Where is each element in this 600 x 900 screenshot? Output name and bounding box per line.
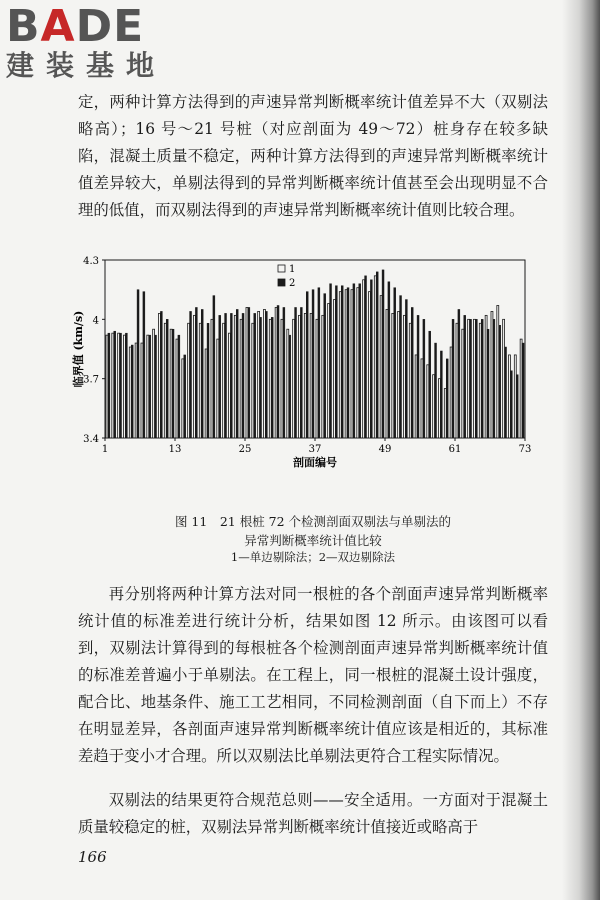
bar-series-2 [405, 300, 407, 438]
bar-series-2 [464, 315, 466, 438]
page-edge-shadow [562, 0, 600, 900]
bar-series-1 [450, 347, 452, 438]
bar-series-1 [211, 319, 213, 438]
bar-series-2 [143, 292, 145, 438]
bar-series-1 [462, 329, 464, 438]
bar-series-1 [135, 343, 137, 438]
bar-series-1 [141, 343, 143, 438]
bar-series-1 [188, 323, 190, 438]
bar-series-1 [287, 329, 289, 438]
bar-series-1 [310, 313, 312, 438]
bar-series-2 [400, 296, 402, 438]
bar-series-1 [123, 335, 125, 438]
bar-series-1 [118, 333, 120, 438]
bar-series-2 [429, 331, 431, 438]
bar-series-1 [298, 315, 300, 438]
x-tick-label: 25 [238, 444, 252, 455]
bar-series-2 [190, 311, 192, 438]
page-number: 166 [78, 848, 107, 866]
bar-series-1 [153, 329, 155, 438]
bar-series-1 [147, 335, 149, 438]
legend-swatch-2 [278, 279, 285, 286]
y-tick-label: 3.7 [83, 374, 99, 386]
bar-series-2 [365, 276, 367, 438]
bar-series-1 [293, 319, 295, 438]
bar-series-2 [201, 309, 203, 438]
bar-series-2 [411, 307, 413, 438]
bar-series-1 [158, 313, 160, 438]
bar-series-2 [318, 288, 320, 438]
bar-series-1 [304, 313, 306, 438]
bar-series-1 [345, 290, 347, 438]
bar-series-1 [164, 323, 166, 438]
bar-series-1 [252, 323, 254, 438]
bar-series-1 [380, 296, 382, 438]
bar-series-1 [497, 305, 499, 438]
bar-series-2 [131, 345, 133, 438]
x-tick-label: 73 [518, 444, 532, 455]
legend-label-1: 1 [289, 264, 296, 275]
y-tick-label: 4.3 [83, 256, 99, 267]
x-tick-label: 61 [448, 444, 462, 455]
bar-series-2 [242, 313, 244, 438]
bar-series-2 [178, 335, 180, 438]
bar-series-1 [269, 319, 271, 438]
bar-series-2 [347, 288, 349, 438]
x-tick-label: 1 [101, 444, 109, 455]
bar-series-1 [205, 349, 207, 438]
bar-series-2 [172, 329, 174, 438]
bar-series-1 [223, 323, 225, 438]
bar-series-2 [435, 343, 437, 438]
x-axis-label: 剖面编号 [293, 456, 337, 469]
bar-series-2 [108, 333, 110, 438]
bar-series-2 [510, 371, 512, 438]
bar-series-2 [312, 290, 314, 438]
bar-series-1 [176, 339, 178, 438]
bar-series-1 [421, 359, 423, 438]
bar-series-2 [295, 307, 297, 438]
figure-caption-title: 图 11 21 根桩 72 个检测剖面双剔法与单剔法的 [174, 514, 452, 529]
bar-series-2 [505, 347, 507, 438]
bar-series-2 [160, 311, 162, 438]
bar-series-1 [357, 288, 359, 438]
bar-series-1 [217, 339, 219, 438]
bar-series-2 [300, 307, 302, 438]
bar-series-1 [258, 311, 260, 438]
bar-series-2 [475, 319, 477, 438]
bar-series-1 [427, 365, 429, 438]
bar-series-1 [491, 311, 493, 438]
bar-series-1 [433, 375, 435, 438]
bar-series-1 [182, 359, 184, 438]
bar-series-2 [382, 270, 384, 438]
bar-series-1 [112, 333, 114, 438]
bar-series-1 [193, 315, 195, 438]
bar-series-1 [234, 315, 236, 438]
bar-series-2 [195, 307, 197, 438]
bar-series-2 [499, 325, 501, 438]
bar-series-1 [392, 313, 394, 438]
y-axis-label: 临界值 (km/s) [72, 310, 85, 388]
bar-series-2 [493, 319, 495, 438]
legend-label-2: 2 [289, 278, 296, 289]
bar-series-1 [444, 389, 446, 438]
bar-series-1 [246, 307, 248, 438]
bar-series-1 [514, 355, 516, 438]
bar-series-2 [452, 319, 454, 438]
bar-series-2 [341, 286, 343, 438]
bar-series-1 [351, 290, 353, 438]
bar-series-2 [283, 307, 285, 438]
bar-series-1 [328, 304, 330, 438]
bar-series-1 [386, 309, 388, 438]
bar-series-1 [479, 323, 481, 438]
bar-series-1 [228, 333, 230, 438]
bar-series-1 [415, 355, 417, 438]
bar-series-1 [473, 319, 475, 438]
bar-series-2 [458, 309, 460, 438]
paragraph-2: 再分别将两种计算方法对同一根桩的各个剖面声速异常判断概率统计值的标准差进行统计分析，结果如图 12 所示。由该图可以看到，双剔法计算得到的每根桩各个检测剖面声速异常判断概率统计值的标准差普遍小于单剔法。在工程上，同一根桩的混凝土设计强度，配合比、地基条件、施工工艺相同，不同检测剖面（自下而上）不存在明显差异，各剖面声速异常判断概率统计值应该是相近的，其标准差趋于变小才合理。所以双剔法比单剔法更符合工程实际情况。 [78, 585, 548, 765]
bar-series-2 [376, 272, 378, 438]
bar-series-2 [335, 286, 337, 438]
bar-series-2 [207, 323, 209, 438]
bar-series-2 [470, 319, 472, 438]
legend-swatch-1 [278, 265, 285, 272]
bar-series-2 [324, 294, 326, 438]
bar-series-2 [440, 351, 442, 438]
bar-series-2 [522, 343, 524, 438]
bar-series-1 [316, 319, 318, 438]
bar-series-2 [225, 313, 227, 438]
bar-series-1 [170, 329, 172, 438]
x-tick-label: 13 [168, 444, 182, 455]
bar-series-1 [322, 315, 324, 438]
bar-series-2 [306, 292, 308, 438]
bar-series-2 [277, 305, 279, 438]
bar-series-2 [149, 335, 151, 438]
paragraph-3: 双剔法的结果更符合规范总则——安全适用。一方面对于混凝土质量较稳定的桩，双剔法异常判断概率统计值接近或略高于 [78, 791, 548, 836]
bar-series-2 [236, 309, 238, 438]
bar-series-1 [106, 335, 108, 438]
figure-caption-subtitle: 异常判断概率统计值比较 [244, 533, 382, 548]
bar-series-2 [184, 355, 186, 438]
x-tick-label: 49 [378, 444, 392, 455]
logo-wordmark: BADE [6, 1, 145, 52]
bar-series-1 [398, 311, 400, 438]
bar-series-2 [423, 319, 425, 438]
bar-series-2 [155, 335, 157, 438]
bar-chart [70, 248, 540, 478]
bar-series-2 [213, 296, 215, 438]
bar-series-1 [129, 347, 131, 438]
bar-series-1 [333, 300, 335, 438]
bar-series-1 [275, 307, 277, 438]
bar-series-1 [199, 323, 201, 438]
bar-series-1 [508, 355, 510, 438]
x-tick-label: 37 [308, 444, 322, 455]
bar-series-1 [281, 319, 283, 438]
bar-series-2 [137, 290, 139, 438]
bar-series-2 [370, 280, 372, 438]
bar-series-1 [339, 292, 341, 438]
bar-series-1 [503, 319, 505, 438]
bar-series-2 [388, 282, 390, 438]
bar-series-1 [368, 292, 370, 438]
bar-series-2 [230, 313, 232, 438]
bar-series-1 [363, 280, 365, 438]
bar-series-2 [120, 333, 122, 438]
bar-series-2 [446, 359, 448, 438]
bar-series-1 [456, 323, 458, 438]
bar-series-2 [417, 315, 419, 438]
bar-series-2 [516, 375, 518, 438]
bar-series-1 [409, 323, 411, 438]
bar-series-2 [248, 307, 250, 438]
bar-series-1 [403, 315, 405, 438]
bar-series-1 [468, 319, 470, 438]
bar-series-1 [438, 379, 440, 438]
bar-series-2 [359, 284, 361, 438]
bar-series-2 [166, 319, 168, 438]
bar-series-2 [481, 319, 483, 438]
bar-series-2 [260, 317, 262, 438]
bade-logo [6, 1, 167, 82]
bar-series-2 [394, 288, 396, 438]
bar-series-1 [485, 315, 487, 438]
figure-caption-legend-note: 1—单边剔除法；2—双边剔除法 [230, 550, 396, 564]
paragraph-1: 定，两种计算方法得到的声速异常判断概率统计值差异不大（双剔法略高）；16 号～21 号桩（对应剖面为 49～72）桩身存在较多缺陷，混凝土质量不稳定，两种计算方法得到的声速异常判断概率统计值差异较大，单剔法得到的异常判断概率统计值甚至会出现明显不合理的低值，而双剔法得到的声速异常判断概率统计值则比较合理。 [78, 93, 548, 219]
y-tick-label: 4 [92, 315, 99, 327]
bar-series-2 [487, 329, 489, 438]
bar-series-2 [114, 331, 116, 438]
logo-subtitle: 建装基地 [6, 49, 167, 82]
bar-series-2 [219, 315, 221, 438]
bar-series-2 [330, 284, 332, 438]
bar-series-2 [254, 313, 256, 438]
bar-series-2 [353, 284, 355, 438]
bar-series-1 [520, 339, 522, 438]
bar-series-2 [125, 333, 127, 438]
y-tick-label: 3.4 [83, 434, 99, 445]
bar-series-2 [271, 317, 273, 438]
bar-series-1 [263, 309, 265, 438]
bar-series-1 [240, 319, 242, 438]
bar-series-1 [374, 276, 376, 438]
bar-series-2 [289, 335, 291, 438]
bar-series-2 [265, 311, 267, 438]
